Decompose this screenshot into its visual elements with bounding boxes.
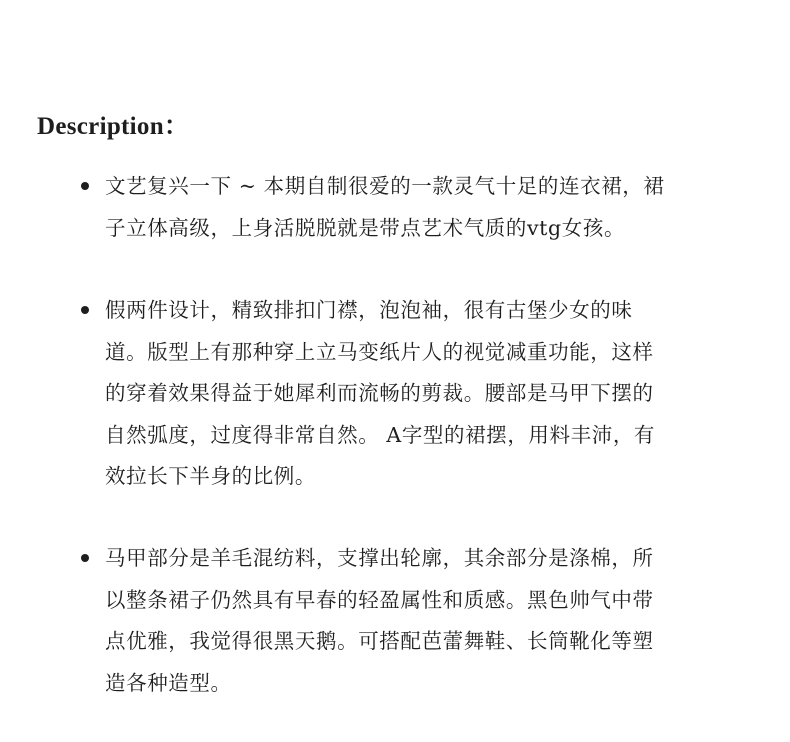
- description-line: 造各种造型。: [105, 670, 232, 695]
- description-item: [105, 538, 715, 704]
- description-line: 文艺复兴一下 ~ 本期自制很爱的一款灵气十足的连衣裙，裙: [105, 174, 665, 198]
- description-line: 以整条裙子仍然具有早春的轻盈属性和质感。黑色帅气中带: [105, 587, 654, 612]
- bullet-icon: [81, 182, 89, 190]
- bullet-icon: [81, 554, 89, 562]
- description-item: [105, 290, 715, 498]
- description-item: [105, 166, 715, 249]
- description-heading: Description：: [37, 113, 190, 140]
- description-line: 道。版型上有那种穿上立马变纸片人的视觉减重功能，这样: [105, 339, 654, 364]
- description-line: 效拉长下半身的比例。: [105, 464, 316, 488]
- bullet-icon: [81, 306, 89, 314]
- description-line: 假两件设计，精致排扣门襟，泡泡袖，很有古堡少女的味: [105, 298, 633, 322]
- description-line: 子立体高级，上身活脱脱就是带点艺术气质的vtg女孩。: [105, 215, 626, 240]
- description-line: 的穿着效果得益于她犀利而流畅的剪裁。腰部是马甲下摆的: [105, 381, 654, 405]
- description-line: 点优雅，我觉得很黑天鹅。可搭配芭蕾舞鞋、长筒靴化等塑: [105, 629, 654, 653]
- description-line: 自然弧度，过度得非常自然。 A字型的裙摆，用料丰沛，有: [105, 422, 656, 447]
- description-line: 马甲部分是羊毛混纺料，支撑出轮廓，其余部分是涤棉，所: [105, 546, 654, 570]
